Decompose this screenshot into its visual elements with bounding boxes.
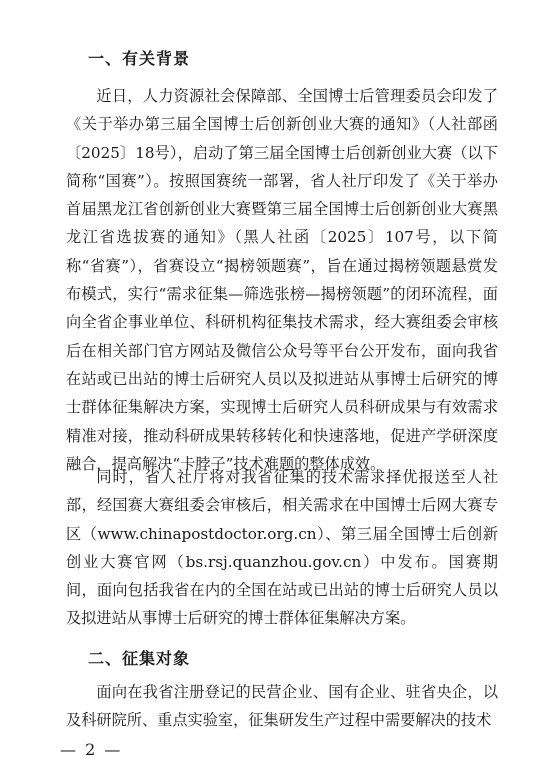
page-number: — 2 — [60, 740, 123, 759]
section-heading-background: 一、有关背景 [88, 49, 191, 68]
paragraph-simultaneous: 同时，省人社厅将对我省征集的技术需求择优报送至人社部，经国赛大赛组委会审核后，相关需求在中国博士后网大赛专区（www.chinapostdoctor.org.cn）、第三届全国博士后创新创业大赛官网（bs.rsj.quanzhou.gov.cn）中发布。国赛期间，面向包括我省在内的全国在站或已出站的博士后研究人员以及拟进站从事博士后研究的博士群体征集解决方案。 [66, 468, 498, 628]
section-heading-target: 二、征集对象 [88, 649, 191, 668]
paragraph-background: 近日，人力资源社会保障部、全国博士后管理委员会印发了《关于举办第三届全国博士后创新创业大赛的通知》（人社部函〔2025〕18号），启动了第三届全国博士后创新创业大赛（以下简称“国赛”）。按照国赛统一部署，省人社厅印发了《关于举办首届黑龙江省创新创业大赛暨第三届全国博士后创新创业大赛黑龙江省选拔赛的通知》（黑人社函〔2025〕107号，以下简称“省赛”），省赛设立“揭榜领题赛”，旨在通过揭榜领题悬赏发布模式，实行“需求征集—筛选张榜—揭榜领题”的闭环流程，面向全省企事业单位、科研机构征集技术需求，经大赛组委会审核后在相关部门官方网站及微信公众号等平台公开发布，面向我省在站或已出站的博士后研究人员以及拟进站从事博士后研究的博士群体征集解决方案，实现博士后研究人员科研成果与有效需求精准对接，推动科研成果转移转化和快速落地，促进产学研深度融合，提高解决“卡脖子”技术难题的整体成效。 [66, 87, 498, 473]
paragraph-target: 面向在我省注册登记的民营企业、国有企业、驻省央企，以及科研院所、重点实验室，征集研发生产过程中需要解决的技术 [66, 683, 498, 730]
